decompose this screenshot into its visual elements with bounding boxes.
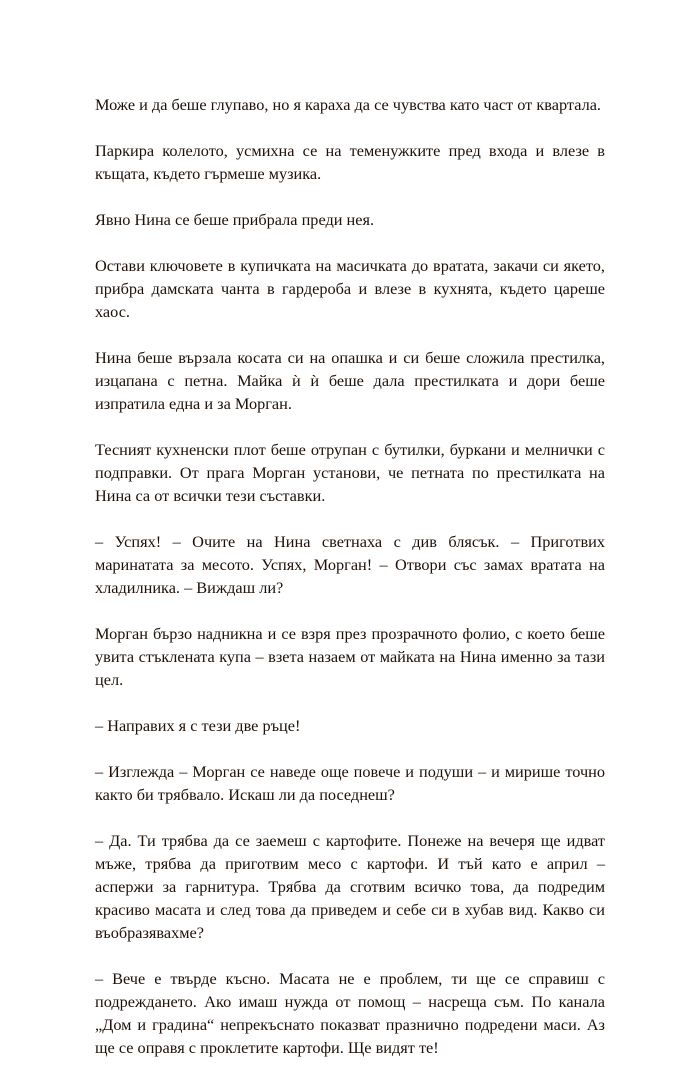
- paragraph: Паркира колелото, усмихна се на теменужките пред входа и влезе в къщата, където гърмеше музика.: [95, 141, 605, 183]
- paragraph: Остави ключовете в купичката на масичката до вратата, закачи си якето, прибра дамската чанта в гардероба и влезе в кухнята, където цареше хаос.: [95, 256, 605, 321]
- paragraph: Може и да беше глупаво, но я караха да се чувства като част от квартала.: [95, 95, 601, 114]
- paragraph: – Вече е твърде късно. Масата не е проблем, ти ще се справиш с подреждането. Ако имаш нужда от помощ – насреща съм. По канала „Дом и градина“ непрекъснато показват празнично подредени маси. Аз ще се оправя с проклетите картофи. Ще видят те!: [95, 969, 605, 1057]
- paragraph: – Направих я с тези две ръце!: [95, 716, 301, 735]
- paragraph: – Да. Ти трябва да се заемеш с картофите. Понеже на вечеря ще идват мъже, трябва да приготвим месо с картофи. И тъй като е април – аспержи за гарнитура. Трябва да сготвим всичко това, да подредим красиво масата и след това да приведем и себе си в хубав вид. Какво си въобразявахме?: [95, 831, 605, 942]
- paragraph: – Изглежда – Морган се наведе още повече и подуши – и мирише точно както би трябвало. Искаш ли да поседнеш?: [95, 762, 605, 804]
- text-body: [95, 93, 605, 1082]
- paragraph: Тесният кухненски плот беше отрупан с бутилки, буркани и мелнички с подправки. От прага Морган установи, че петната по престилката на Нина са от всички тези съставки.: [95, 440, 605, 505]
- paragraph: Морган бързо надникна и се взря през прозрачното фолио, с което беше увита стъклената купа – взета назаем от майката на Нина именно за тази цел.: [95, 624, 605, 689]
- paragraph: Явно Нина се беше прибрала преди нея.: [95, 210, 375, 229]
- paragraph: Нина беше вързала косата си на опашка и си беше сложила престилка, изцапана с петна. Майка ѝ ѝ беше дала престилката и дори беше изпратила една и за Морган.: [95, 348, 605, 413]
- paragraph: – Успях! – Очите на Нина светнаха с див блясък. – Приготвих маринатата за месото. Успях, Морган! – Отвори със замах вратата на хладилника. – Виждаш ли?: [95, 532, 605, 597]
